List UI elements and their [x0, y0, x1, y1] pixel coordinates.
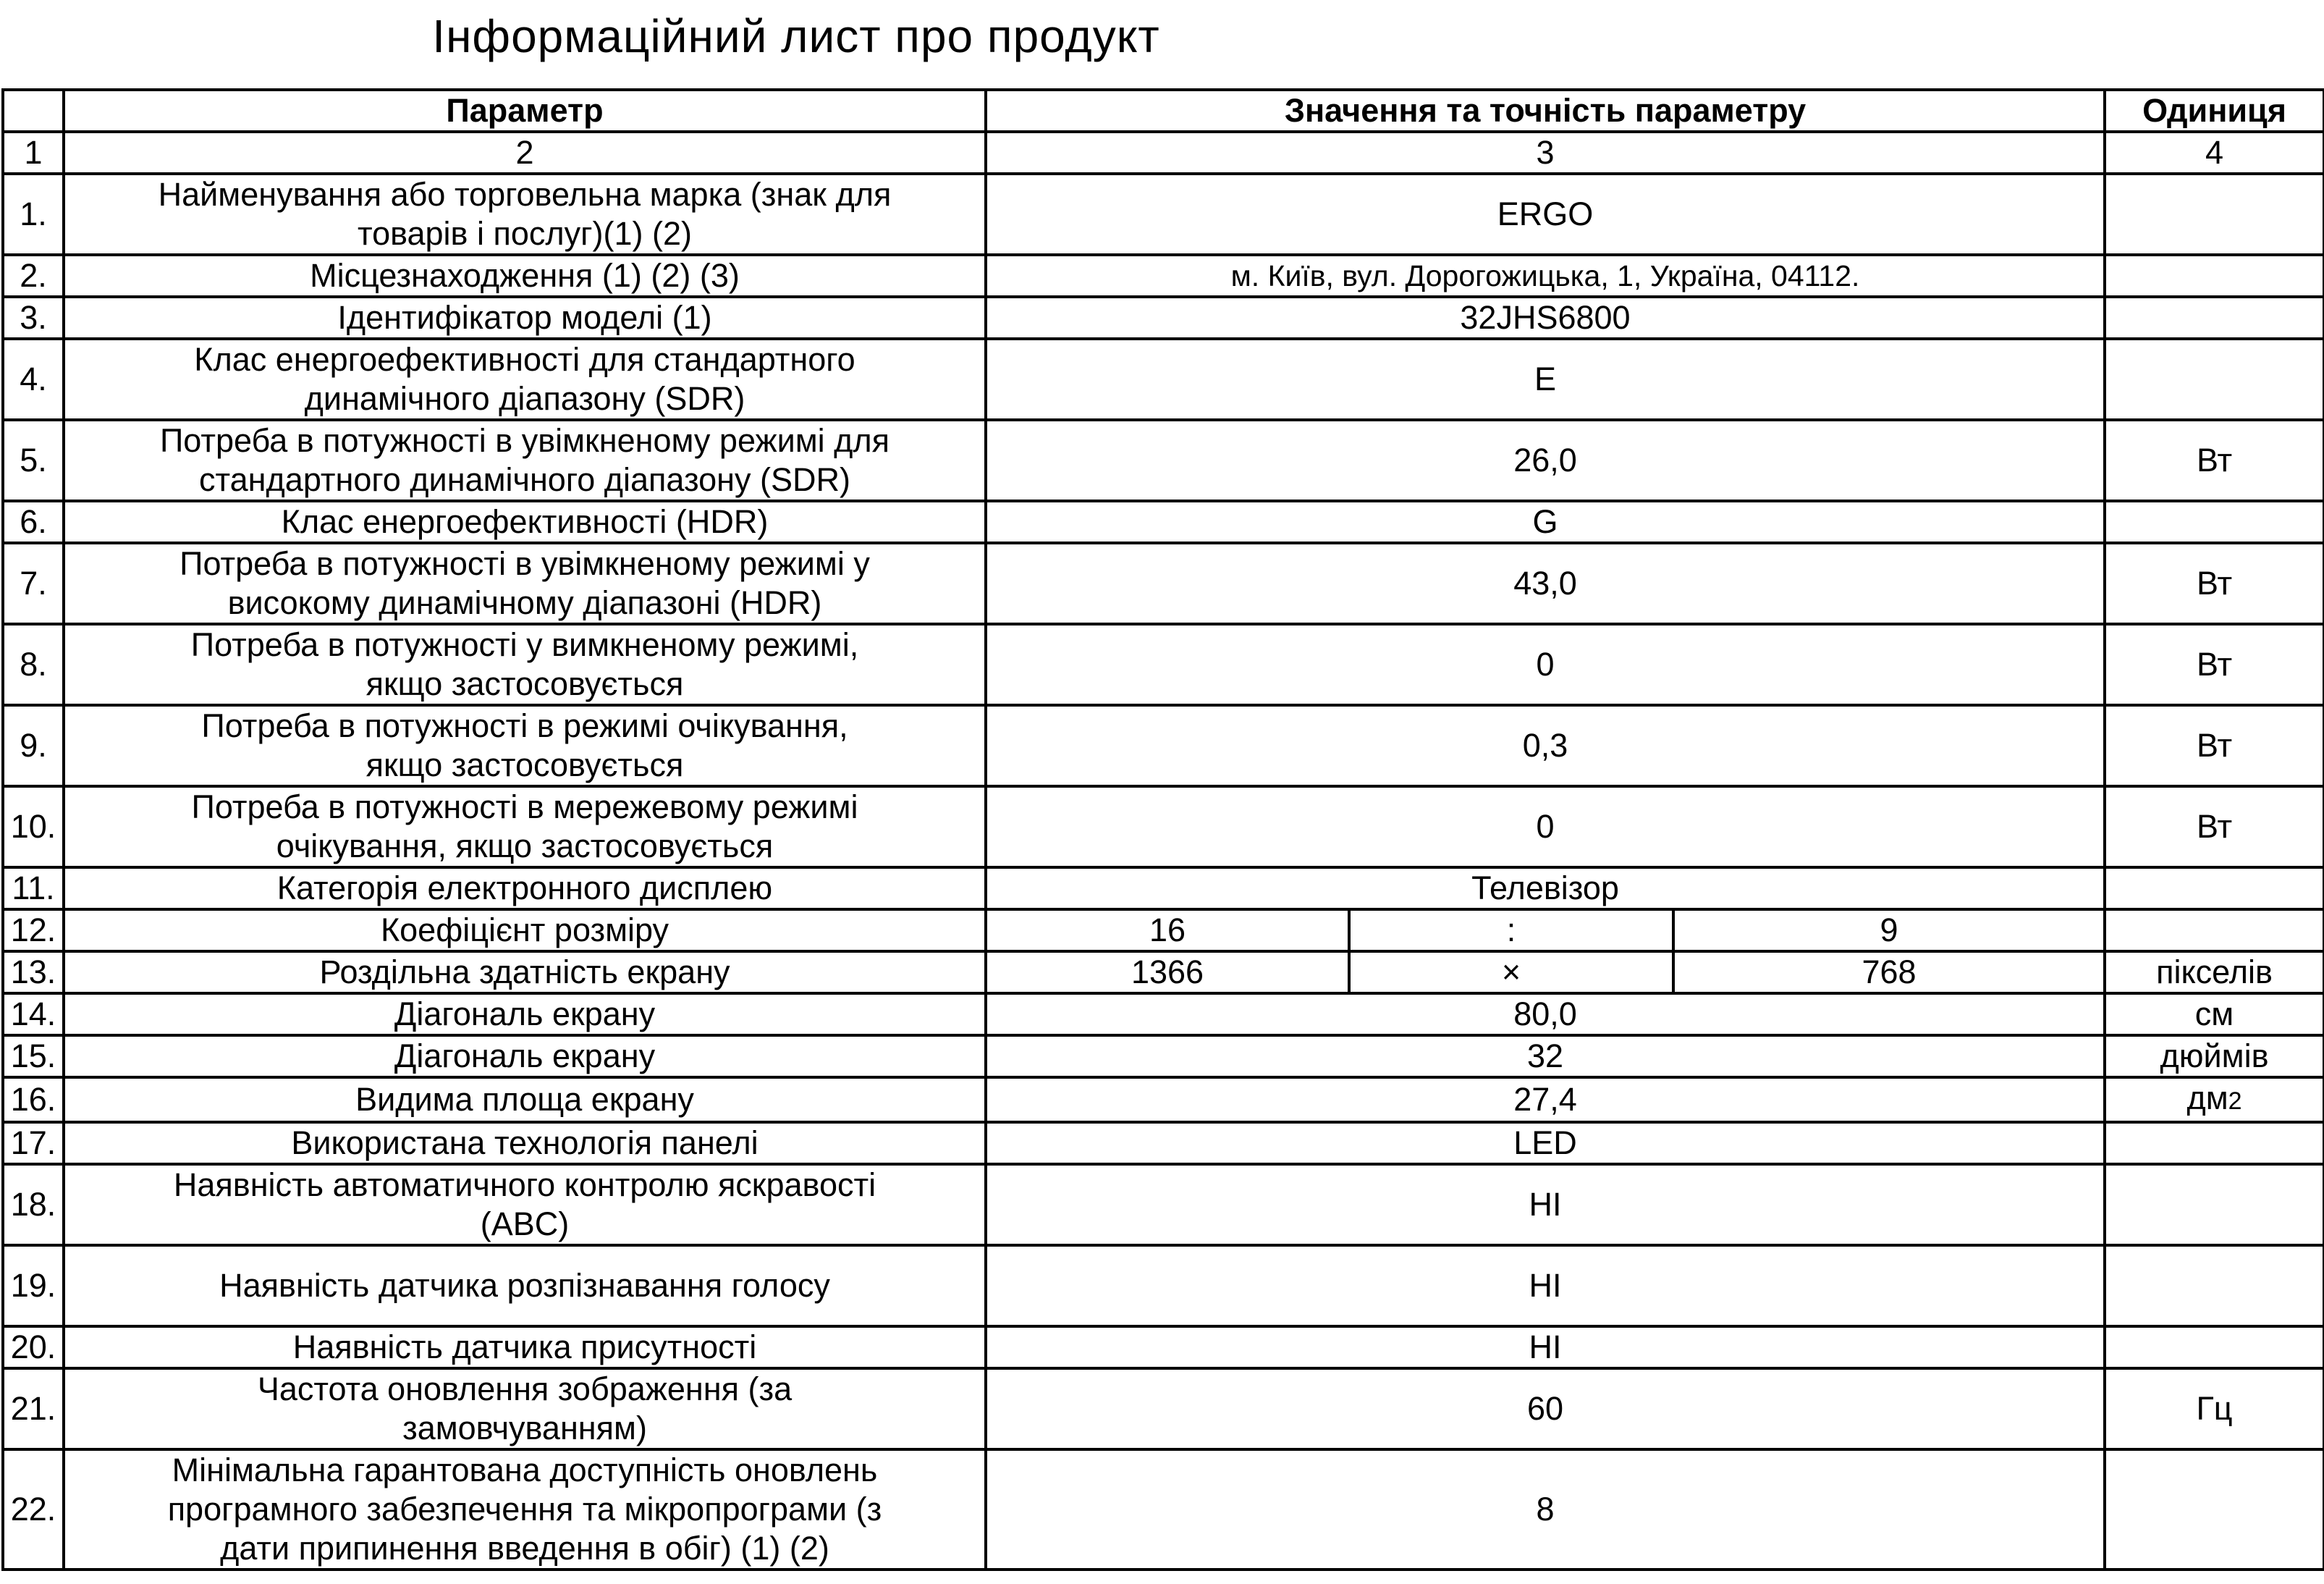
- table-row: [3, 174, 2324, 255]
- parameter-cell: Ідентифікатор моделі (1): [64, 297, 986, 339]
- parameter-cell: Діагональ екрану: [64, 993, 986, 1035]
- unit-cell: [2105, 1077, 2324, 1122]
- parameter-text: Найменування або торговельна марка (знак для: [158, 176, 892, 213]
- value-cell: НІ: [986, 1245, 2105, 1326]
- unit-cell: см: [2105, 993, 2324, 1035]
- row-number: 3.: [3, 297, 64, 339]
- parameter-text: Потреба в потужності в увімкненому режимі у: [179, 545, 870, 582]
- row-number: 15.: [3, 1035, 64, 1077]
- parameter-cell: [64, 420, 986, 501]
- parameter-text: якщо застосовується: [365, 665, 684, 702]
- parameter-cell: [64, 1164, 986, 1245]
- header-parameter: Параметр: [64, 90, 986, 132]
- parameter-text: Мінімальна гарантована доступність оновлень: [172, 1452, 878, 1488]
- unit-cell: [2105, 867, 2324, 909]
- value-cell: НІ: [986, 1164, 2105, 1245]
- unit-cell: [2105, 255, 2324, 297]
- parameter-text: Потреба в потужності в увімкненому режимі для: [159, 422, 890, 459]
- header-number-cell: [3, 90, 64, 132]
- parameter-text: (ABC): [480, 1205, 570, 1242]
- table-row: [3, 1164, 2324, 1245]
- unit-cell: [2105, 1245, 2324, 1326]
- parameter-text: високому динамічному діапазоні (HDR): [227, 584, 822, 621]
- parameter-cell: Роздільна здатність екрану: [64, 951, 986, 993]
- parameter-cell: Категорія електронного дисплею: [64, 867, 986, 909]
- table-row: [3, 339, 2324, 420]
- parameter-text: Частота оновлення зображення (за: [257, 1370, 793, 1407]
- row-number: 9.: [3, 705, 64, 786]
- value-cell: 16: [986, 909, 1349, 951]
- value-cell: 0,3: [986, 705, 2105, 786]
- index-cell: 1: [3, 132, 64, 174]
- parameter-text: Потреба в потужності у вимкненому режимі,: [190, 626, 859, 663]
- unit-cell: дюймів: [2105, 1035, 2324, 1077]
- value-cell: G: [986, 501, 2105, 543]
- parameter-text: Потреба в потужності в мережевому режимі: [191, 788, 858, 825]
- table-row: [3, 786, 2324, 867]
- value-cell: 0: [986, 624, 2105, 705]
- value-cell: ERGO: [986, 174, 2105, 255]
- unit-cell: пікселів: [2105, 951, 2324, 993]
- value-cell: 43,0: [986, 543, 2105, 624]
- unit-cell: [2105, 1449, 2324, 1570]
- parameter-cell: [64, 339, 986, 420]
- value-cell: 80,0: [986, 993, 2105, 1035]
- parameter-text: Потреба в потужності в режимі очікування,: [201, 707, 848, 744]
- header-row: [3, 90, 2324, 132]
- table-row: [3, 1122, 2324, 1164]
- row-number: 8.: [3, 624, 64, 705]
- table-row: [3, 993, 2324, 1035]
- parameter-cell: Місцезнаходження (1) (2) (3): [64, 255, 986, 297]
- row-number: 16.: [3, 1077, 64, 1122]
- parameter-cell: Клас енергоефективності (HDR): [64, 501, 986, 543]
- unit-cell: [2105, 1122, 2324, 1164]
- value-cell: м. Київ, вул. Дорогожицька, 1, Україна, 04112.: [986, 255, 2105, 297]
- value-cell: 768: [1673, 951, 2105, 993]
- unit-cell: [2105, 297, 2324, 339]
- value-cell: LED: [986, 1122, 2105, 1164]
- table-row: [3, 1368, 2324, 1449]
- unit-cell: [2105, 1326, 2324, 1368]
- parameter-text: динамічного діапазону (SDR): [304, 380, 745, 417]
- parameter-cell: [64, 786, 986, 867]
- parameter-text: стандартного динамічного діапазону (SDR): [199, 461, 850, 498]
- product-info-table: [1, 88, 2324, 1571]
- parameter-text: дати припинення введення в обіг) (1) (2): [220, 1530, 829, 1567]
- row-number: 21.: [3, 1368, 64, 1449]
- parameter-cell: [64, 1449, 986, 1570]
- unit-cell: [2105, 501, 2324, 543]
- unit-exponent: 2: [2228, 1087, 2242, 1115]
- parameter-cell: [64, 174, 986, 255]
- unit-cell: Вт: [2105, 624, 2324, 705]
- unit-cell: Вт: [2105, 543, 2324, 624]
- row-number: 13.: [3, 951, 64, 993]
- value-cell: 26,0: [986, 420, 2105, 501]
- parameter-text: очікування, якщо застосовується: [276, 827, 774, 864]
- parameter-text: програмного забезпечення та мікропрограми (з: [167, 1491, 882, 1528]
- value-cell: 32JHS6800: [986, 297, 2105, 339]
- parameter-text: Клас енергоефективності для стандартного: [194, 341, 855, 378]
- table-row: [3, 624, 2324, 705]
- value-cell: 8: [986, 1449, 2105, 1570]
- index-cell: 2: [64, 132, 986, 174]
- table-row: [3, 867, 2324, 909]
- parameter-cell: [64, 705, 986, 786]
- parameter-cell: [64, 543, 986, 624]
- table-row: [3, 909, 2324, 951]
- page-title: Інформаційний лист про продукт: [432, 10, 1160, 62]
- header-value: Значення та точність параметру: [986, 90, 2105, 132]
- row-number: 12.: [3, 909, 64, 951]
- unit-cell: [2105, 174, 2324, 255]
- parameter-cell: Використана технологія панелі: [64, 1122, 986, 1164]
- header-unit: Одиниця: [2105, 90, 2324, 132]
- parameter-text: якщо застосовується: [365, 746, 684, 783]
- table-row: [3, 951, 2324, 993]
- unit-cell: Гц: [2105, 1368, 2324, 1449]
- value-cell: ×: [1349, 951, 1673, 993]
- value-cell: 0: [986, 786, 2105, 867]
- index-cell: 3: [986, 132, 2105, 174]
- parameter-cell: Наявність датчика розпізнавання голосу: [64, 1245, 986, 1326]
- row-number: 1.: [3, 174, 64, 255]
- table-row: [3, 255, 2324, 297]
- parameter-cell: Діагональ екрану: [64, 1035, 986, 1077]
- unit-cell: Вт: [2105, 786, 2324, 867]
- parameter-text: Наявність автоматичного контролю яскравості: [173, 1166, 876, 1203]
- table-row: [3, 420, 2324, 501]
- index-cell: 4: [2105, 132, 2324, 174]
- value-cell: E: [986, 339, 2105, 420]
- value-cell: Телевізор: [986, 867, 2105, 909]
- value-cell: :: [1349, 909, 1673, 951]
- value-cell: 32: [986, 1035, 2105, 1077]
- table-row: [3, 297, 2324, 339]
- table-row: [3, 1449, 2324, 1570]
- value-cell: 27,4: [986, 1077, 2105, 1122]
- parameter-cell: Видима площа екрану: [64, 1077, 986, 1122]
- unit-cell: [2105, 909, 2324, 951]
- parameter-cell: [64, 624, 986, 705]
- row-number: 6.: [3, 501, 64, 543]
- row-number: 17.: [3, 1122, 64, 1164]
- parameter-cell: Наявність датчика присутності: [64, 1326, 986, 1368]
- table-row: [3, 1245, 2324, 1326]
- row-number: 5.: [3, 420, 64, 501]
- row-number: 11.: [3, 867, 64, 909]
- parameter-cell: [64, 1368, 986, 1449]
- table-row: [3, 1326, 2324, 1368]
- value-cell: 9: [1673, 909, 2105, 951]
- unit-text: дм: [2186, 1079, 2228, 1116]
- table-row: [3, 543, 2324, 624]
- unit-cell: [2105, 1164, 2324, 1245]
- table-row: [3, 501, 2324, 543]
- row-number: 19.: [3, 1245, 64, 1326]
- index-row: [3, 132, 2324, 174]
- row-number: 10.: [3, 786, 64, 867]
- table-row: [3, 705, 2324, 786]
- unit-cell: Вт: [2105, 705, 2324, 786]
- table-row: [3, 1035, 2324, 1077]
- value-cell: 60: [986, 1368, 2105, 1449]
- parameter-cell: Коефіцієнт розміру: [64, 909, 986, 951]
- row-number: 7.: [3, 543, 64, 624]
- value-cell: НІ: [986, 1326, 2105, 1368]
- row-number: 20.: [3, 1326, 64, 1368]
- parameter-text: замовчуванням): [402, 1410, 647, 1446]
- unit-cell: [2105, 339, 2324, 420]
- table-row: [3, 1077, 2324, 1122]
- row-number: 2.: [3, 255, 64, 297]
- row-number: 4.: [3, 339, 64, 420]
- row-number: 22.: [3, 1449, 64, 1570]
- row-number: 18.: [3, 1164, 64, 1245]
- value-cell: 1366: [986, 951, 1349, 993]
- parameter-text: товарів і послуг)(1) (2): [357, 215, 693, 252]
- row-number: 14.: [3, 993, 64, 1035]
- unit-cell: Вт: [2105, 420, 2324, 501]
